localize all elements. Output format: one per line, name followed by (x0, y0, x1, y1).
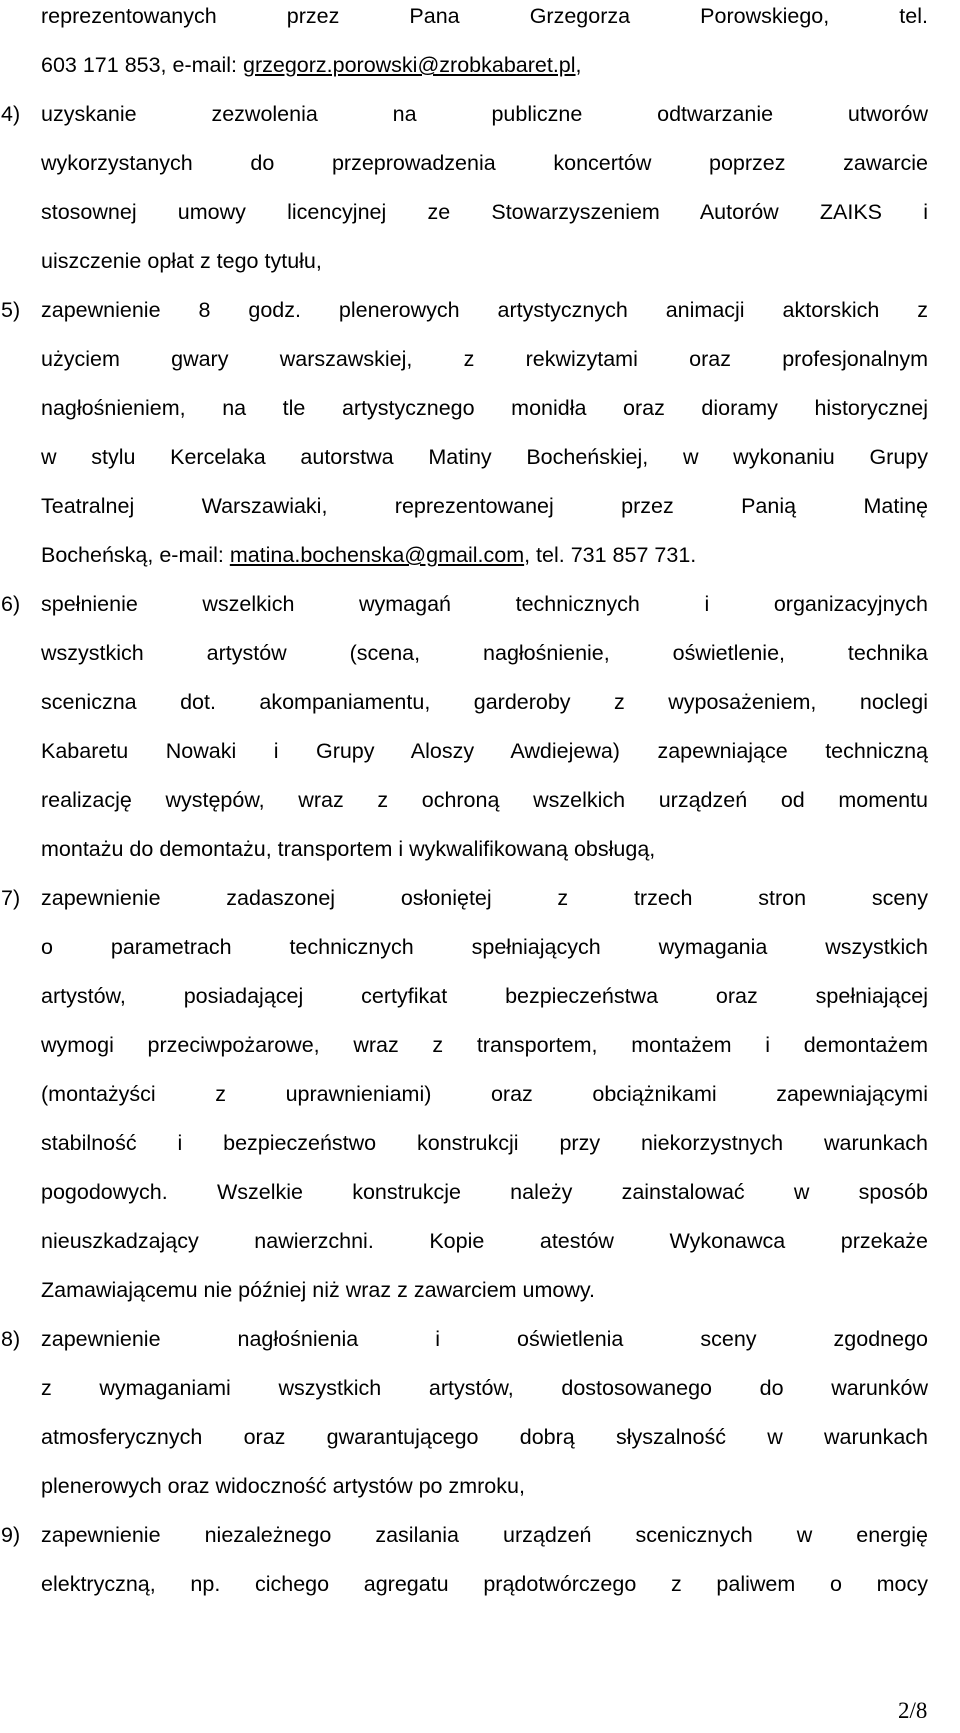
contact-label: Bocheńską, e-mail: (41, 543, 230, 567)
item-text-line: użyciem gwary warszawskiej, z rekwizytami oraz profesjonalnym (41, 347, 928, 371)
phone-text: , tel. 731 857 731. (524, 543, 697, 567)
text-line (0, 727, 960, 776)
text-line (0, 335, 960, 384)
text-line (0, 1070, 960, 1119)
text-line (0, 1560, 960, 1609)
item-text-line: sceniczna dot. akompaniamentu, garderoby z wyposażeniem, noclegi (41, 690, 928, 714)
punctuation: , (575, 53, 582, 77)
item-text-line: uiszczenie opłat z tego tytułu, (41, 249, 322, 273)
item-text-line: zapewnienie 8 godz. plenerowych artystycznych animacji aktorskich z (41, 298, 928, 322)
item-text-line: stosownej umowy licencyjnej ze Stowarzyszeniem Autorów ZAIKS i (41, 200, 928, 224)
list-item-5 (0, 286, 960, 335)
text-line (0, 678, 960, 727)
text-line (0, 0, 960, 41)
text-line (0, 972, 960, 1021)
text-line (0, 1217, 960, 1266)
item-number: 4) (1, 102, 21, 126)
item-text-line: nieuszkadzający nawierzchni. Kopie atestów Wykonawca przekaże (41, 1229, 928, 1253)
text-line (0, 237, 960, 286)
item-3-continuation-line: reprezentowanych przez Pana Grzegorza Porowskiego, tel. (41, 4, 928, 28)
item-text-line: stabilność i bezpieczeństwo konstrukcji przy niekorzystnych warunkach (41, 1131, 928, 1155)
text-line (0, 923, 960, 972)
email-link-matina[interactable]: matina.bochenska@gmail.com (229, 543, 525, 567)
text-line (0, 1119, 960, 1168)
text-line (0, 188, 960, 237)
text-line (0, 139, 960, 188)
item-text-line: (montażyści z uprawnieniami) oraz obciążnikami zapewniającymi (41, 1082, 928, 1106)
item-number: 5) (1, 298, 21, 322)
list-item-4 (0, 90, 960, 139)
contact-label: 603 171 853, e-mail: (41, 53, 243, 77)
item-number: 7) (1, 886, 21, 910)
list-item-8 (0, 1315, 960, 1364)
item-text-line: o parametrach technicznych spełniających wymagania wszystkich (41, 935, 928, 959)
text-line (0, 1413, 960, 1462)
text-line (0, 825, 960, 874)
text-line (0, 1021, 960, 1070)
item-text-line: zapewnienie zadaszonej osłoniętej z trzech stron sceny (41, 886, 928, 910)
list-item-7 (0, 874, 960, 923)
text-line (0, 1462, 960, 1511)
item-text-line: realizację występów, wraz z ochroną wszelkich urządzeń od momentu (41, 788, 928, 812)
item-text-line: wszystkich artystów (scena, nagłośnienie, oświetlenie, technika (41, 641, 928, 665)
item-text-line: Zamawiającemu nie później niż wraz z zawarciem umowy. (41, 1278, 596, 1302)
item-text-line: zapewnienie nagłośnienia i oświetlenia sceny zgodnego (41, 1327, 928, 1351)
item-text-line: Kabaretu Nowaki i Grupy Aloszy Awdiejewa) zapewniające techniczną (41, 739, 928, 763)
item-number: 8) (1, 1327, 21, 1351)
item-text-line: uzyskanie zezwolenia na publiczne odtwarzanie utworów (41, 102, 928, 126)
item-number: 9) (1, 1523, 21, 1547)
item-text-line: spełnienie wszelkich wymagań technicznych i organizacyjnych (41, 592, 928, 616)
text-line (0, 1168, 960, 1217)
item-text-line: montażu do demontażu, transportem i wykwalifikowaną obsługą, (41, 837, 656, 861)
text-line (0, 531, 960, 580)
text-line (0, 1266, 960, 1315)
item-text-line: w stylu Kercelaka autorstwa Matiny Bocheńskiej, w wykonaniu Grupy (41, 445, 928, 469)
item-text-line: z wymaganiami wszystkich artystów, dostosowanego do warunków (41, 1376, 928, 1400)
text-line (0, 1364, 960, 1413)
text-line (0, 629, 960, 678)
page-number: 2/8 (898, 1698, 928, 1723)
item-text-line: pogodowych. Wszelkie konstrukcje należy zainstalować w sposób (41, 1180, 928, 1204)
item-text-line: artystów, posiadającej certyfikat bezpieczeństwa oraz spełniającej (41, 984, 928, 1008)
list-item-6 (0, 580, 960, 629)
text-line (0, 384, 960, 433)
item-text-line: wykorzystanych do przeprowadzenia koncertów poprzez zawarcie (41, 151, 928, 175)
item-text-line: Teatralnej Warszawiaki, reprezentowanej przez Panią Matinę (41, 494, 928, 518)
item-text-line: elektryczną, np. cichego agregatu prądotwórczego z paliwem o mocy (41, 1572, 928, 1596)
item-text-line: zapewnienie niezależnego zasilania urządzeń scenicznych w energię (41, 1523, 928, 1547)
text-line (0, 41, 960, 90)
item-text-line: wymogi przeciwpożarowe, wraz z transportem, montażem i demontażem (41, 1033, 928, 1057)
text-line (0, 482, 960, 531)
item-3-contact-line (41, 41, 928, 90)
item-number: 6) (1, 592, 21, 616)
item-text-line: nagłośnieniem, na tle artystycznego monidła oraz dioramy historycznej (41, 396, 928, 420)
item-5-contact-line (41, 531, 928, 580)
email-link-grzegorz[interactable]: grzegorz.porowski@zrobkabaret.pl (243, 53, 576, 77)
item-text-line: plenerowych oraz widoczność artystów po zmroku, (41, 1474, 525, 1498)
text-line (0, 776, 960, 825)
list-item-9 (0, 1511, 960, 1560)
item-text-line: atmosferycznych oraz gwarantującego dobrą słyszalność w warunkach (41, 1425, 928, 1449)
text-line (0, 433, 960, 482)
